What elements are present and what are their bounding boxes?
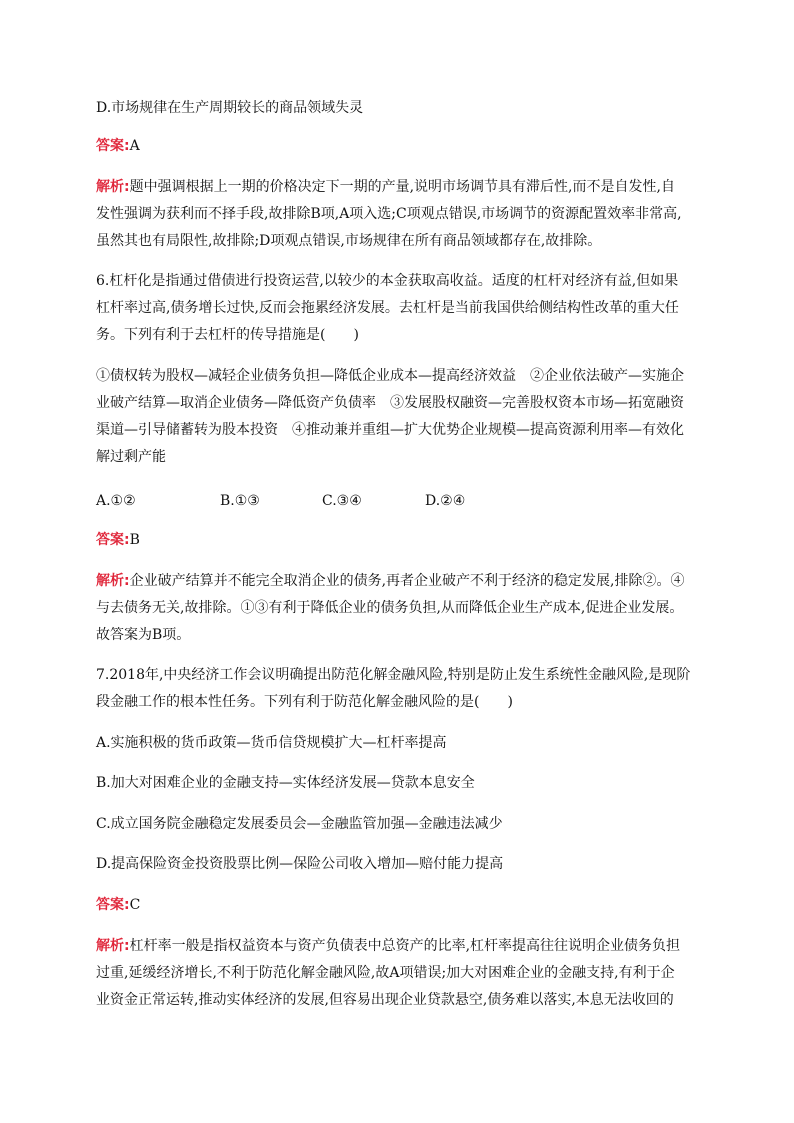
analysis-label: 解析: — [96, 179, 130, 195]
analysis-label: 解析: — [96, 573, 130, 589]
analysis-line: 故答案为B项。 — [96, 627, 191, 643]
q6-stem — [96, 268, 700, 349]
q7-option-a: A.实施积极的货币政策—货币信贷规模扩大—杠杆率提高 — [96, 735, 447, 751]
q7-stem — [96, 662, 700, 716]
analysis-line: 题中强调根据上一期的价格决定下一期的产量,说明市场调节具有滞后性,而不是自发性,自 — [129, 179, 675, 195]
analysis-line: 企业破产结算并不能完全取消企业的债务,再者企业破产不利于经济的稳定发展,排除②。④ — [129, 573, 685, 589]
q7-option-d: D.提高保险资金投资股票比例—保险公司收入增加—赔付能力提高 — [96, 856, 504, 872]
q5-analysis — [96, 174, 700, 255]
item-line: ①债权转为股权—减轻企业债务负担—降低企业成本—提高经济效益 ②企业依法破产—实施企 — [96, 368, 684, 384]
stem-line: 段金融工作的根本性任务。下列有利于防范化解金融风险的是( ) — [96, 694, 513, 710]
answer-value: A — [129, 138, 140, 154]
q7-answer — [96, 892, 700, 919]
item-line: 解过剩产能 — [96, 449, 166, 465]
option-b: B.①③ — [220, 493, 260, 509]
q7-analysis — [96, 933, 700, 1014]
analysis-line: 业资金正常运转,推动实体经济的发展,但容易出现企业贷款悬空,债务难以落实,本息无法收回的 — [96, 992, 674, 1008]
q6-options — [96, 488, 700, 515]
item-line: 业破产结算—取消企业债务—降低资产负债率 ③发展股权融资—完善股权资本市场—拓宽融资 — [96, 395, 684, 411]
answer-value: B — [129, 532, 140, 548]
analysis-line: 杠杆率一般是指权益资本与资产负债表中总资产的比率,杠杆率提高往往说明企业债务负担 — [129, 938, 681, 954]
answer-label: 答案: — [96, 897, 130, 913]
answer-label: 答案: — [96, 532, 130, 548]
stem-line: 7.2018年,中央经济工作会议明确提出防范化解金融风险,特别是防止发生系统性金融风险,是现阶 — [96, 667, 691, 683]
analysis-line: 发性强调为获利而不择手段,故排除B项,A项入选;C项观点错误,市场调节的资源配置效率非常高, — [96, 206, 682, 222]
stem-line: 务。下列有利于去杠杆的传导措施是( ) — [96, 327, 359, 343]
answer-value: C — [129, 897, 141, 913]
option-c: C.③④ — [322, 493, 362, 509]
analysis-line: 虽然其也有局限性,故排除;D项观点错误,市场规律在所有商品领域都存在,故排除。 — [96, 233, 602, 249]
analysis-label: 解析: — [96, 938, 130, 954]
q7-option-c: C.成立国务院金融稳定发展委员会—金融监管加强—金融违法减少 — [96, 816, 503, 832]
answer-label: 答案: — [96, 138, 130, 154]
q6-items — [96, 363, 700, 471]
option-a: A.①② — [96, 493, 136, 509]
q6-analysis — [96, 568, 700, 649]
stem-line: 6.杠杆化是指通过借债进行投资运营,以较少的本金获取高收益。适度的杠杆对经济有益,但如果 — [96, 273, 679, 289]
option-d: D.②④ — [425, 493, 466, 509]
q7-option-b: B.加大对困难企业的金融支持—实体经济发展—贷款本息安全 — [96, 775, 475, 791]
q5-option-d: D.市场规律在生产周期较长的商品领域失灵 — [96, 100, 364, 116]
analysis-line: 过重,延缓经济增长,不利于防范化解金融风险,故A项错误;加大对困难企业的金融支持,有利于企 — [96, 965, 675, 981]
stem-line: 杠杆率过高,债务增长过快,反而会拖累经济发展。去杠杆是当前我国供给侧结构性改革的重大任 — [96, 300, 679, 316]
analysis-line: 与去债务无关,故排除。①③有利于降低企业的债务负担,从而降低企业生产成本,促进企业发展。 — [96, 600, 684, 616]
item-line: 渠道—引导储蓄转为股本投资 ④推动兼并重组—扩大优势企业规模—提高资源利用率—有效化 — [96, 422, 684, 438]
q6-answer — [96, 527, 700, 554]
q5-answer — [96, 133, 700, 160]
